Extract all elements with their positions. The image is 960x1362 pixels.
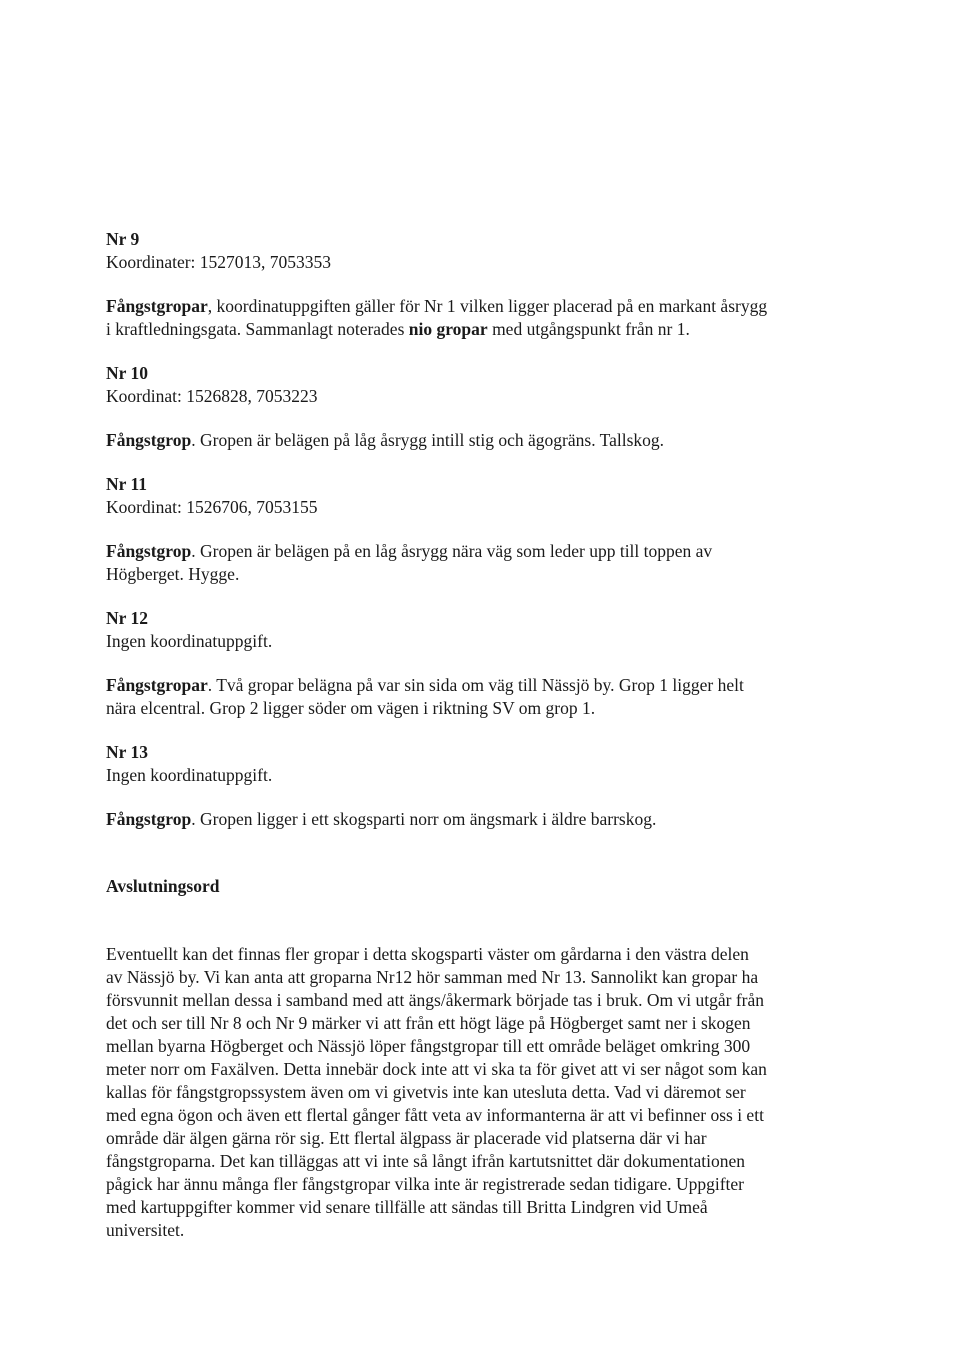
paragraph-line: det och ser till Nr 8 och Nr 9 märker vi att från ett högt läge på Högberget samt ner i skogen <box>106 1013 751 1033</box>
entry-type: Fångstgrop <box>106 430 192 450</box>
entry-description-text: . Gropen är belägen på en låg åsrygg nära väg som leder upp till toppen av <box>191 541 713 561</box>
entry-type: Fångstgrop <box>106 809 192 829</box>
entry-nr-11 <box>106 473 866 586</box>
paragraph-line: av Nässjö by. Vi kan anta att groparna Nr12 hör samman med Nr 13. Sannolikt kan gropar ha <box>106 967 759 987</box>
entry-type: Fångstgrop <box>106 541 192 561</box>
entry-nr-12 <box>106 607 866 720</box>
paragraph-line: meter norr om Faxälven. Detta innebär dock inte att vi ska ta för givet att vi ser något som kan <box>106 1059 767 1079</box>
section-heading: Avslutningsord <box>106 876 220 896</box>
entry-nr-13 <box>106 741 866 831</box>
paragraph-line: med kartuppgifter kommer vid senare tillfälle att sändas till Britta Lindgren vid Umeå <box>106 1197 708 1217</box>
entry-description-text: . Gropen är belägen på låg åsrygg intill stig och ägogräns. Tallskog. <box>191 430 665 450</box>
paragraph-line: Eventuellt kan det finnas fler gropar i detta skogsparti väster om gårdarna i den västra delen <box>106 944 749 964</box>
paragraph-line: med egna ögon och även ett flertal gånger fått veta av informanterna är att vi befinner oss i ett <box>106 1105 764 1125</box>
entry-coordinates: Koordinater: 1527013, 7053353 <box>106 252 332 272</box>
paragraph-line: mellan byarna Högberget och Nässjö löper fångstgropar till ett område beläget omkring 300 <box>106 1036 751 1056</box>
entry-count: nio gropar <box>408 319 488 339</box>
entry-type: Fångstgropar <box>106 296 208 316</box>
entry-description-line <box>106 808 866 831</box>
entry-description-line <box>106 563 866 586</box>
entry-nr-10 <box>106 362 866 452</box>
entry-description-text: . Gropen ligger i ett skogsparti norr om ängsmark i äldre barrskog. <box>191 809 657 829</box>
entry-type: Fångstgropar <box>106 675 208 695</box>
closing-paragraph <box>106 943 866 1242</box>
entry-coordinates: Koordinat: 1526828, 7053223 <box>106 386 318 406</box>
entry-description-text: , koordinatuppgiften gäller för Nr 1 vilken ligger placerad på en markant åsrygg <box>207 296 768 316</box>
paragraph-line: kallas för fångstgropssystem även om vi givetvis inte kan utesluta detta. Vad vi däremot ser <box>106 1082 746 1102</box>
entry-description-line <box>106 697 866 720</box>
entry-coordinates: Koordinat: 1526706, 7053155 <box>106 497 318 517</box>
entry-description-text: . Två gropar belägna på var sin sida om väg till Nässjö by. Grop 1 ligger helt <box>207 675 744 695</box>
paragraph-line: försvunnit mellan dessa i samband med att ängs/åkermark började tas i bruk. Om vi utgår från <box>106 990 765 1010</box>
entry-description-text: med utgångspunkt från nr 1. <box>487 319 690 339</box>
entry-description-line <box>106 295 866 318</box>
entry-coordinates: Ingen koordinatuppgift. <box>106 631 273 651</box>
document-body <box>106 228 866 1242</box>
entry-description-line <box>106 540 866 563</box>
entry-coordinates: Ingen koordinatuppgift. <box>106 765 273 785</box>
entry-description-line <box>106 318 866 341</box>
entry-description-line <box>106 674 866 697</box>
entry-title: Nr 13 <box>106 742 148 762</box>
paragraph-line: universitet. <box>106 1220 185 1240</box>
entry-description-text: Högberget. Hygge. <box>106 564 240 584</box>
entry-nr-9 <box>106 228 866 341</box>
entry-title: Nr 11 <box>106 474 147 494</box>
entry-title: Nr 10 <box>106 363 148 383</box>
entry-title: Nr 12 <box>106 608 148 628</box>
paragraph-line: fångstgroparna. Det kan tilläggas att vi inte så långt ifrån kartutsnittet där dokumentationen <box>106 1151 746 1171</box>
entry-description-line <box>106 429 866 452</box>
entry-description-text: i kraftledningsgata. Sammanlagt noterades <box>106 319 409 339</box>
paragraph-line: område där älgen gärna rör sig. Ett flertal älgpass är placerade vid platserna där vi har <box>106 1128 707 1148</box>
entry-title: Nr 9 <box>106 229 140 249</box>
paragraph-line: pågick har ännu många fler fångstgropar vilka inte är registrerade sedan tidigare. Uppgifter <box>106 1174 744 1194</box>
entry-description-text: nära elcentral. Grop 2 ligger söder om vägen i riktning SV om grop 1. <box>106 698 596 718</box>
closing-section <box>106 875 866 1242</box>
